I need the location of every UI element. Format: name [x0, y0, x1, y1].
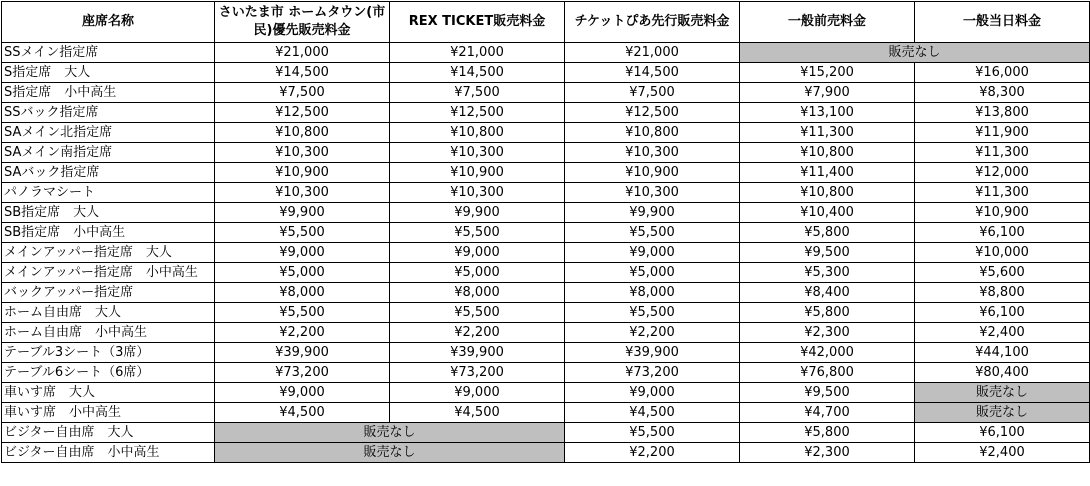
price-cell: ¥13,100: [740, 103, 915, 123]
price-cell: ¥14,500: [565, 63, 740, 83]
seat-name-cell: SAメイン北指定席: [2, 123, 215, 143]
price-cell: ¥5,500: [565, 303, 740, 323]
table-row: [2, 223, 1090, 243]
not-on-sale-cell: 販売なし: [215, 423, 565, 443]
price-cell: ¥9,000: [390, 243, 565, 263]
seat-name-cell: S指定席 小中高生: [2, 83, 215, 103]
table-row: [2, 403, 1090, 423]
table-row: [2, 283, 1090, 303]
price-cell: ¥5,800: [740, 223, 915, 243]
price-cell: ¥10,800: [215, 123, 390, 143]
price-cell: ¥5,000: [390, 263, 565, 283]
price-cell: ¥10,300: [390, 143, 565, 163]
price-cell: ¥21,000: [565, 43, 740, 63]
price-cell: ¥14,500: [215, 63, 390, 83]
price-cell: ¥80,400: [915, 363, 1090, 383]
seat-name-cell: テーブル3シート（3席）: [2, 343, 215, 363]
price-cell: ¥2,200: [215, 323, 390, 343]
price-cell: ¥12,500: [215, 103, 390, 123]
price-cell: ¥39,900: [215, 343, 390, 363]
price-cell: ¥5,000: [565, 263, 740, 283]
price-cell: ¥8,300: [915, 83, 1090, 103]
price-cell: ¥10,900: [915, 203, 1090, 223]
price-cell: ¥39,900: [565, 343, 740, 363]
price-cell: ¥5,000: [215, 263, 390, 283]
price-cell: ¥7,500: [565, 83, 740, 103]
table-row: [2, 63, 1090, 83]
not-on-sale-cell: 販売なし: [915, 403, 1090, 423]
price-cell: ¥21,000: [215, 43, 390, 63]
seat-name-cell: ホーム自由席 大人: [2, 303, 215, 323]
table-row: [2, 383, 1090, 403]
price-cell: ¥10,900: [215, 163, 390, 183]
price-cell: ¥6,100: [915, 423, 1090, 443]
table-row: [2, 323, 1090, 343]
price-cell: ¥5,300: [740, 263, 915, 283]
price-cell: ¥12,500: [565, 103, 740, 123]
table-row: [2, 143, 1090, 163]
price-cell: ¥42,000: [740, 343, 915, 363]
table-row: [2, 183, 1090, 203]
seat-name-cell: 車いす席 大人: [2, 383, 215, 403]
price-cell: ¥5,500: [215, 303, 390, 323]
table-row: [2, 303, 1090, 323]
price-cell: ¥5,600: [915, 263, 1090, 283]
table-row: [2, 243, 1090, 263]
price-cell: ¥5,800: [740, 423, 915, 443]
price-cell: ¥10,800: [390, 123, 565, 143]
table-row: [2, 343, 1090, 363]
seat-name-cell: SAメイン南指定席: [2, 143, 215, 163]
price-cell: ¥5,500: [565, 223, 740, 243]
price-cell: ¥11,300: [915, 183, 1090, 203]
seat-name-cell: ビジター自由席 小中高生: [2, 443, 215, 463]
table-row: [2, 203, 1090, 223]
table-row: [2, 83, 1090, 103]
seat-name-cell: SSバック指定席: [2, 103, 215, 123]
price-cell: ¥11,300: [740, 123, 915, 143]
price-cell: ¥10,300: [565, 143, 740, 163]
price-cell: ¥13,800: [915, 103, 1090, 123]
price-cell: ¥15,200: [740, 63, 915, 83]
header-row: [2, 2, 1090, 43]
price-cell: ¥9,500: [740, 383, 915, 403]
price-cell: ¥4,500: [565, 403, 740, 423]
table-row: [2, 263, 1090, 283]
price-cell: ¥11,300: [915, 143, 1090, 163]
seat-name-cell: SB指定席 小中高生: [2, 223, 215, 243]
price-cell: ¥73,200: [390, 363, 565, 383]
seat-name-cell: メインアッパー指定席 大人: [2, 243, 215, 263]
price-cell: ¥8,000: [565, 283, 740, 303]
header-ticket-pia-price: チケットぴあ先行販売料金: [565, 2, 740, 43]
price-cell: ¥9,500: [740, 243, 915, 263]
price-cell: ¥4,500: [390, 403, 565, 423]
price-cell: ¥5,800: [740, 303, 915, 323]
price-cell: ¥10,300: [215, 183, 390, 203]
price-cell: ¥10,000: [915, 243, 1090, 263]
price-cell: ¥6,100: [915, 223, 1090, 243]
price-cell: ¥2,200: [390, 323, 565, 343]
price-cell: ¥2,300: [740, 443, 915, 463]
price-cell: ¥9,000: [215, 243, 390, 263]
seat-name-cell: ビジター自由席 大人: [2, 423, 215, 443]
price-cell: ¥11,400: [740, 163, 915, 183]
table-row: [2, 43, 1090, 63]
price-cell: ¥8,800: [915, 283, 1090, 303]
table-body: [2, 43, 1090, 463]
seat-name-cell: パノラマシート: [2, 183, 215, 203]
seat-name-cell: 車いす席 小中高生: [2, 403, 215, 423]
price-cell: ¥9,900: [565, 203, 740, 223]
price-cell: ¥10,300: [215, 143, 390, 163]
price-cell: ¥76,800: [740, 363, 915, 383]
price-cell: ¥2,300: [740, 323, 915, 343]
price-cell: ¥9,900: [390, 203, 565, 223]
price-cell: ¥7,500: [215, 83, 390, 103]
price-cell: ¥9,000: [565, 243, 740, 263]
seat-name-cell: ホーム自由席 小中高生: [2, 323, 215, 343]
price-cell: ¥9,900: [215, 203, 390, 223]
not-on-sale-cell: 販売なし: [215, 443, 565, 463]
table-row: [2, 123, 1090, 143]
price-cell: ¥10,800: [565, 123, 740, 143]
price-cell: ¥9,000: [215, 383, 390, 403]
price-cell: ¥73,200: [215, 363, 390, 383]
price-cell: ¥2,400: [915, 443, 1090, 463]
price-cell: ¥4,500: [215, 403, 390, 423]
table-row: [2, 443, 1090, 463]
price-cell: ¥4,700: [740, 403, 915, 423]
table-row: [2, 363, 1090, 383]
price-cell: ¥5,500: [565, 423, 740, 443]
price-cell: ¥12,500: [390, 103, 565, 123]
price-table: [1, 1, 1090, 463]
price-cell: ¥44,100: [915, 343, 1090, 363]
seat-name-cell: SSメイン指定席: [2, 43, 215, 63]
header-same-day-price: 一般当日料金: [915, 2, 1090, 43]
price-cell: ¥2,400: [915, 323, 1090, 343]
price-cell: ¥5,500: [390, 303, 565, 323]
price-cell: ¥9,000: [390, 383, 565, 403]
price-cell: ¥21,000: [390, 43, 565, 63]
price-cell: ¥73,200: [565, 363, 740, 383]
seat-name-cell: S指定席 大人: [2, 63, 215, 83]
header-seat-name: 座席名称: [2, 2, 215, 43]
header-rex-ticket-price: REX TICKET販売料金: [390, 2, 565, 43]
price-cell: ¥10,900: [565, 163, 740, 183]
price-cell: ¥7,500: [390, 83, 565, 103]
price-cell: ¥2,200: [565, 323, 740, 343]
seat-name-cell: テーブル6シート（6席）: [2, 363, 215, 383]
price-cell: ¥8,000: [215, 283, 390, 303]
price-cell: ¥8,000: [390, 283, 565, 303]
seat-name-cell: SB指定席 大人: [2, 203, 215, 223]
price-cell: ¥11,900: [915, 123, 1090, 143]
seat-name-cell: SAバック指定席: [2, 163, 215, 183]
table-row: [2, 423, 1090, 443]
price-cell: ¥10,900: [390, 163, 565, 183]
header-citizen-price: さいたま市 ホームタウン(市民)優先販売料金: [215, 2, 390, 43]
table-row: [2, 103, 1090, 123]
price-cell: ¥10,300: [390, 183, 565, 203]
price-cell: ¥10,400: [740, 203, 915, 223]
not-on-sale-cell: 販売なし: [915, 383, 1090, 403]
seat-name-cell: メインアッパー指定席 小中高生: [2, 263, 215, 283]
price-cell: ¥5,500: [215, 223, 390, 243]
price-cell: ¥14,500: [390, 63, 565, 83]
price-cell: ¥6,100: [915, 303, 1090, 323]
seat-name-cell: バックアッパー指定席: [2, 283, 215, 303]
price-cell: ¥39,900: [390, 343, 565, 363]
not-on-sale-cell: 販売なし: [740, 43, 1090, 63]
price-cell: ¥2,200: [565, 443, 740, 463]
price-cell: ¥16,000: [915, 63, 1090, 83]
price-cell: ¥12,000: [915, 163, 1090, 183]
price-cell: ¥10,800: [740, 183, 915, 203]
price-cell: ¥8,400: [740, 283, 915, 303]
price-cell: ¥9,000: [565, 383, 740, 403]
price-cell: ¥7,900: [740, 83, 915, 103]
header-advance-price: 一般前売料金: [740, 2, 915, 43]
price-cell: ¥10,800: [740, 143, 915, 163]
table-row: [2, 163, 1090, 183]
price-cell: ¥10,300: [565, 183, 740, 203]
price-cell: ¥5,500: [390, 223, 565, 243]
